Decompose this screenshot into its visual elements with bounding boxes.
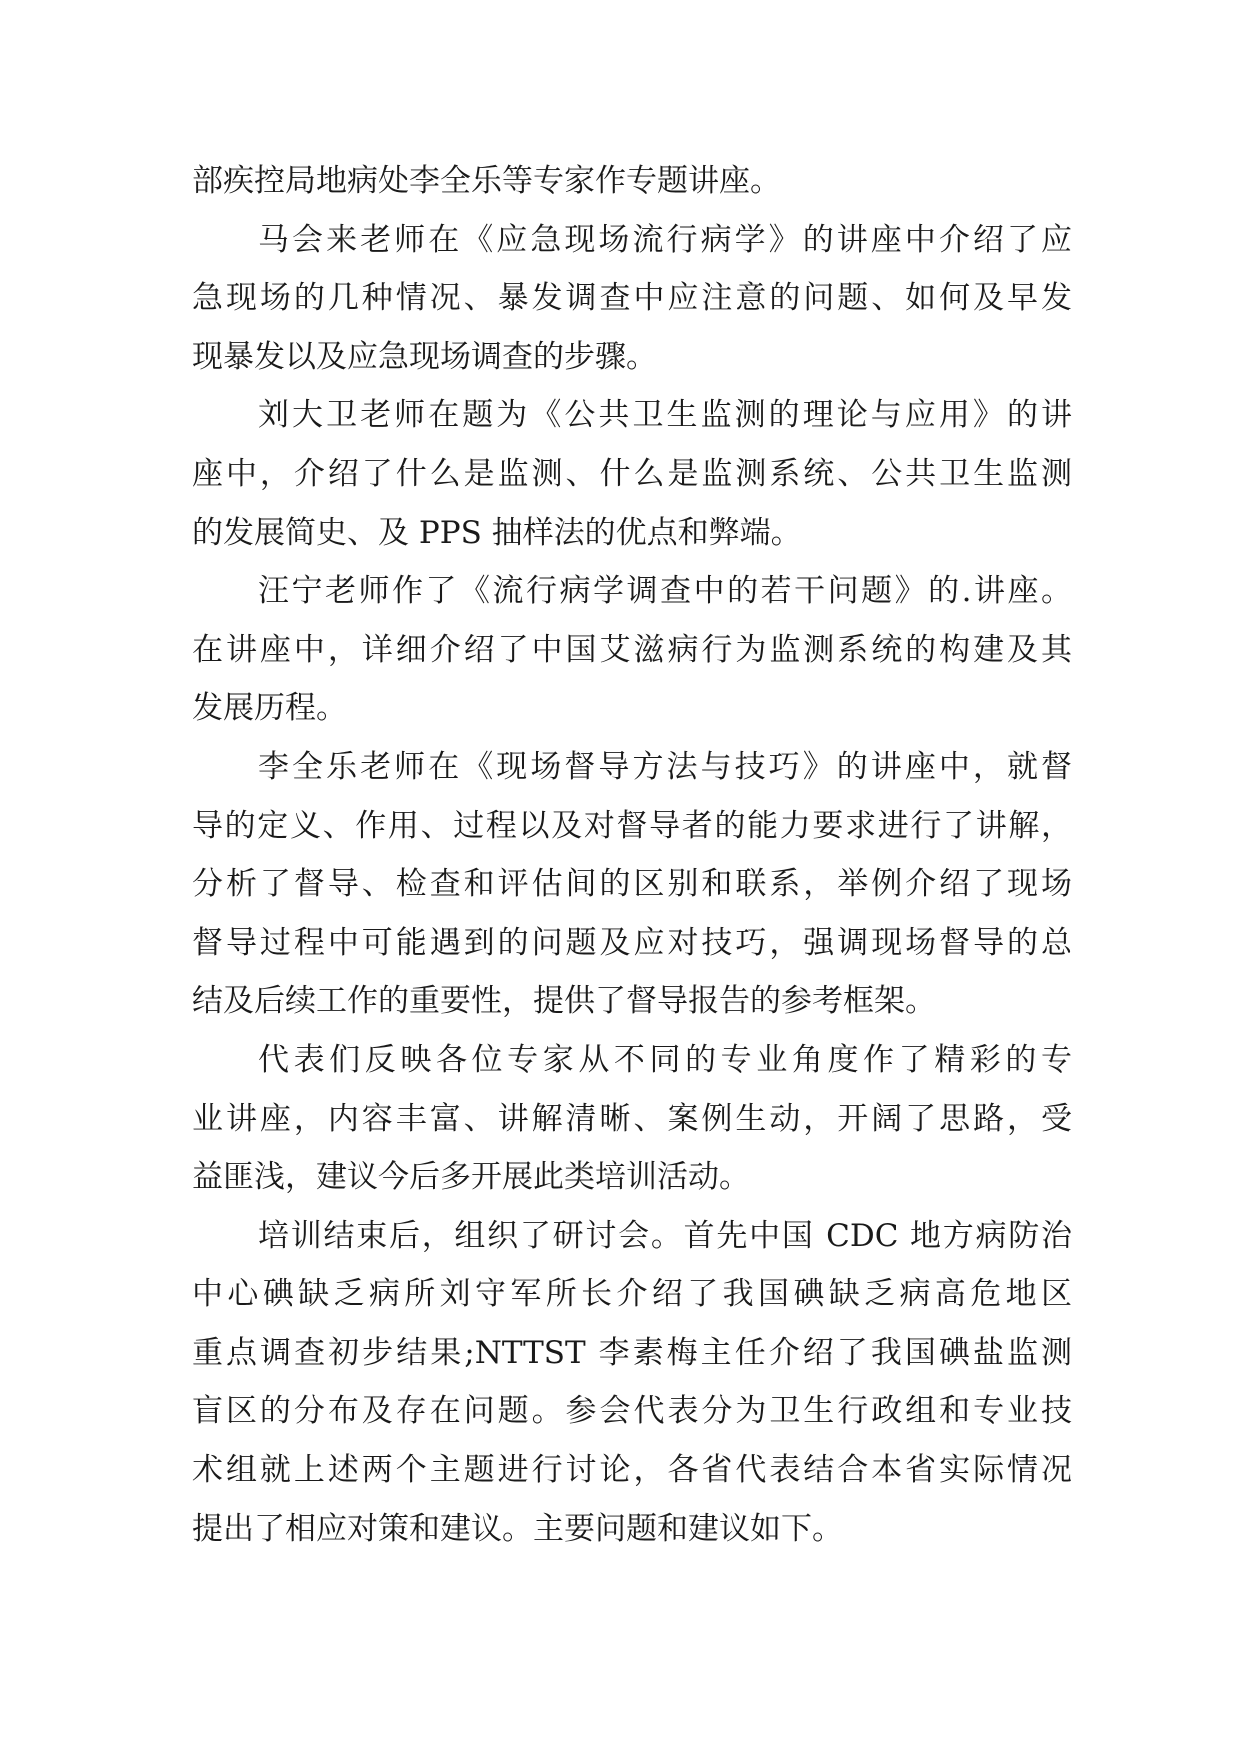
text-line: 提出了相应对策和建议。主要问题和建议如下。 xyxy=(192,1510,843,1547)
text-line: 培训结束后，组织了研讨会。首先中国 CDC 地方病防治 xyxy=(258,1217,1072,1254)
text-line: 汪宁老师作了《流行病学调查中的若干问题》的.讲座。 xyxy=(258,573,1072,610)
text-line: 在讲座中，详细介绍了中国艾滋病行为监测系统的构建及其 xyxy=(192,631,1072,668)
text-line: 业讲座，内容丰富、讲解清晰、案例生动，开阔了思路，受 xyxy=(192,1100,1072,1137)
text-line: 益匪浅，建议今后多开展此类培训活动。 xyxy=(192,1159,750,1196)
text-line: 代表们反映各位专家从不同的专业角度作了精彩的专 xyxy=(258,1041,1072,1078)
text-line: 盲区的分布及存在问题。参会代表分为卫生行政组和专业技 xyxy=(192,1393,1072,1430)
text-line: 重点调查初步结果;NTTST 李素梅主任介绍了我国碘盐监测 xyxy=(192,1334,1072,1371)
body-text xyxy=(192,152,1072,1558)
text-line: 结及后续工作的重要性，提供了督导报告的参考框架。 xyxy=(192,983,936,1020)
text-line: 发展历程。 xyxy=(192,690,347,727)
text-line: 座中，介绍了什么是监测、什么是监测系统、公共卫生监测 xyxy=(192,455,1072,492)
text-line: 刘大卫老师在题为《公共卫生监测的理论与应用》的讲 xyxy=(258,397,1072,434)
text-line: 的发展简史、及 PPS 抽样法的优点和弊端。 xyxy=(192,514,802,551)
text-line: 中心碘缺乏病所刘守军所长介绍了我国碘缺乏病高危地区 xyxy=(192,1276,1072,1313)
text-line: 现暴发以及应急现场调查的步骤。 xyxy=(192,338,657,375)
text-line: 部疾控局地病处李全乐等专家作专题讲座。 xyxy=(192,163,781,199)
text-line: 术组就上述两个主题进行讨论，各省代表结合本省实际情况 xyxy=(192,1452,1072,1489)
text-line: 急现场的几种情况、暴发调查中应注意的问题、如何及早发 xyxy=(192,280,1072,317)
text-line: 督导过程中可能遇到的问题及应对技巧，强调现场督导的总 xyxy=(192,924,1072,961)
text-line: 李全乐老师在《现场督导方法与技巧》的讲座中，就督 xyxy=(258,748,1072,785)
text-line: 导的定义、作用、过程以及对督导者的能力要求进行了讲解， xyxy=(192,807,1072,844)
text-line: 马会来老师在《应急现场流行病学》的讲座中介绍了应 xyxy=(258,221,1072,258)
text-line: 分析了督导、检查和评估间的区别和联系，举例介绍了现场 xyxy=(192,866,1072,903)
